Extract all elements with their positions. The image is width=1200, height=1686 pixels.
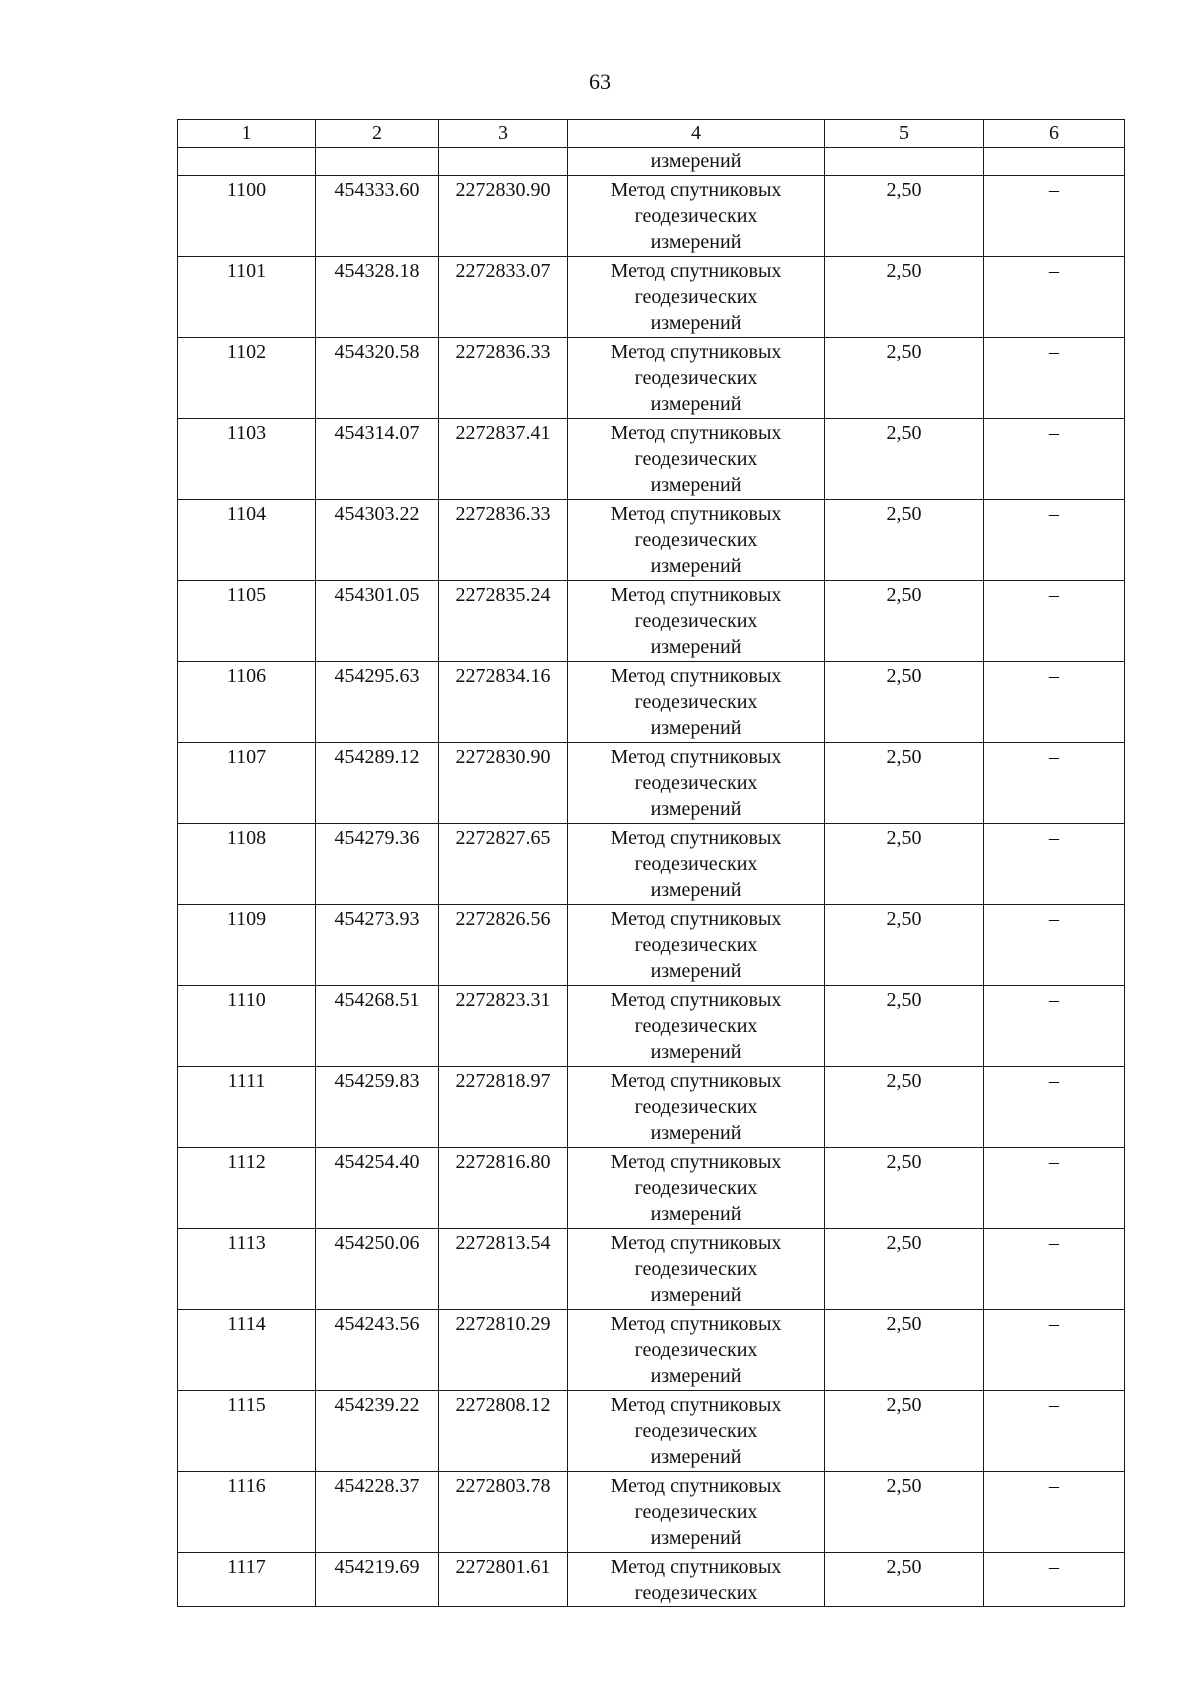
accuracy-cell: 2,50 xyxy=(825,1391,984,1472)
table-body xyxy=(178,120,1125,1607)
continuation-cell xyxy=(316,148,439,176)
point-number-cell: 1115 xyxy=(178,1391,316,1472)
point-number-cell: 1105 xyxy=(178,581,316,662)
method-cell xyxy=(568,500,825,581)
method-cell xyxy=(568,1067,825,1148)
method-line: измерений xyxy=(650,636,742,658)
accuracy-cell: 2,50 xyxy=(825,1067,984,1148)
x-coordinate-cell: 454243.56 xyxy=(316,1310,439,1391)
accuracy-cell: 2,50 xyxy=(825,1472,984,1553)
note-cell: – xyxy=(984,986,1125,1067)
y-coordinate-cell: 2272834.16 xyxy=(439,662,568,743)
note-cell: – xyxy=(984,824,1125,905)
method-line: геодезических xyxy=(634,934,758,956)
table-row xyxy=(178,581,1125,662)
accuracy-cell: 2,50 xyxy=(825,986,984,1067)
method-line: Метод спутниковых xyxy=(610,584,782,606)
accuracy-cell: 2,50 xyxy=(825,419,984,500)
method-line: измерений xyxy=(650,1527,742,1549)
table-row xyxy=(178,500,1125,581)
table-row xyxy=(178,743,1125,824)
note-cell: – xyxy=(984,662,1125,743)
method-line: измерений xyxy=(650,1446,742,1468)
page-number: 63 xyxy=(589,69,611,94)
method-line: измерений xyxy=(650,555,742,577)
y-coordinate-cell: 2272830.90 xyxy=(439,743,568,824)
accuracy-cell: 2,50 xyxy=(825,1229,984,1310)
method-line: измерений xyxy=(650,1203,742,1225)
x-coordinate-cell: 454259.83 xyxy=(316,1067,439,1148)
method-line: геодезических xyxy=(634,1096,758,1118)
method-line: геодезических xyxy=(634,1582,758,1604)
point-number-cell: 1110 xyxy=(178,986,316,1067)
method-line: геодезических xyxy=(634,286,758,308)
x-coordinate-cell: 454268.51 xyxy=(316,986,439,1067)
method-cell xyxy=(568,1553,825,1607)
x-coordinate-cell: 454333.60 xyxy=(316,176,439,257)
note-cell: – xyxy=(984,176,1125,257)
y-coordinate-cell: 2272810.29 xyxy=(439,1310,568,1391)
accuracy-cell: 2,50 xyxy=(825,176,984,257)
x-coordinate-cell: 454239.22 xyxy=(316,1391,439,1472)
method-line: измерений xyxy=(650,1041,742,1063)
point-number-cell: 1108 xyxy=(178,824,316,905)
method-line: измерений xyxy=(650,960,742,982)
x-coordinate-cell: 454273.93 xyxy=(316,905,439,986)
method-cell xyxy=(568,905,825,986)
accuracy-cell: 2,50 xyxy=(825,824,984,905)
accuracy-cell: 2,50 xyxy=(825,662,984,743)
point-number-cell: 1114 xyxy=(178,1310,316,1391)
method-cell xyxy=(568,986,825,1067)
note-cell: – xyxy=(984,581,1125,662)
continuation-cell xyxy=(825,148,984,176)
point-number-cell: 1100 xyxy=(178,176,316,257)
table-row xyxy=(178,1391,1125,1472)
accuracy-cell: 2,50 xyxy=(825,1148,984,1229)
note-cell: – xyxy=(984,1391,1125,1472)
y-coordinate-cell: 2272801.61 xyxy=(439,1553,568,1607)
point-number-cell: 1117 xyxy=(178,1553,316,1607)
x-coordinate-cell: 454254.40 xyxy=(316,1148,439,1229)
method-line: геодезических xyxy=(634,772,758,794)
accuracy-cell: 2,50 xyxy=(825,905,984,986)
method-line: Метод спутниковых xyxy=(610,746,782,768)
note-cell: – xyxy=(984,1472,1125,1553)
note-cell: – xyxy=(984,500,1125,581)
x-coordinate-cell: 454320.58 xyxy=(316,338,439,419)
method-cell xyxy=(568,1310,825,1391)
method-line: геодезических xyxy=(634,1177,758,1199)
table-row xyxy=(178,1148,1125,1229)
method-cell xyxy=(568,1391,825,1472)
accuracy-cell: 2,50 xyxy=(825,1553,984,1607)
y-coordinate-cell: 2272818.97 xyxy=(439,1067,568,1148)
y-coordinate-cell: 2272833.07 xyxy=(439,257,568,338)
y-coordinate-cell: 2272835.24 xyxy=(439,581,568,662)
method-line: геодезических xyxy=(634,1339,758,1361)
method-line: Метод спутниковых xyxy=(610,341,782,363)
y-coordinate-cell: 2272808.12 xyxy=(439,1391,568,1472)
y-coordinate-cell: 2272803.78 xyxy=(439,1472,568,1553)
point-number-cell: 1113 xyxy=(178,1229,316,1310)
table-row xyxy=(178,986,1125,1067)
header-cell-5: 5 xyxy=(825,120,984,148)
x-coordinate-cell: 454303.22 xyxy=(316,500,439,581)
x-coordinate-cell: 454328.18 xyxy=(316,257,439,338)
accuracy-cell: 2,50 xyxy=(825,338,984,419)
x-coordinate-cell: 454219.69 xyxy=(316,1553,439,1607)
note-cell: – xyxy=(984,419,1125,500)
method-line: Метод спутниковых xyxy=(610,1070,782,1092)
method-line: Метод спутниковых xyxy=(610,989,782,1011)
method-cell xyxy=(568,824,825,905)
point-number-cell: 1101 xyxy=(178,257,316,338)
method-line: Метод спутниковых xyxy=(610,422,782,444)
method-line: геодезических xyxy=(634,691,758,713)
table-row xyxy=(178,257,1125,338)
method-line: Метод спутниковых xyxy=(610,179,782,201)
accuracy-cell: 2,50 xyxy=(825,743,984,824)
x-coordinate-cell: 454289.12 xyxy=(316,743,439,824)
y-coordinate-cell: 2272836.33 xyxy=(439,500,568,581)
method-line: геодезических xyxy=(634,1420,758,1442)
method-line: Метод спутниковых xyxy=(610,1475,782,1497)
table-row xyxy=(178,824,1125,905)
method-cell xyxy=(568,338,825,419)
header-row xyxy=(178,120,1125,148)
continuation-cell xyxy=(178,148,316,176)
y-coordinate-cell: 2272823.31 xyxy=(439,986,568,1067)
method-cell xyxy=(568,257,825,338)
y-coordinate-cell: 2272836.33 xyxy=(439,338,568,419)
continuation-method-cell: измерений xyxy=(568,148,825,176)
method-line: геодезических xyxy=(634,205,758,227)
point-number-cell: 1107 xyxy=(178,743,316,824)
method-line: измерений xyxy=(650,393,742,415)
point-number-cell: 1109 xyxy=(178,905,316,986)
header-cell-1: 1 xyxy=(178,120,316,148)
method-line: измерений xyxy=(650,798,742,820)
method-cell xyxy=(568,176,825,257)
method-line: измерений xyxy=(650,1122,742,1144)
x-coordinate-cell: 454301.05 xyxy=(316,581,439,662)
continuation-row xyxy=(178,148,1125,176)
x-coordinate-cell: 454250.06 xyxy=(316,1229,439,1310)
table-row xyxy=(178,662,1125,743)
point-number-cell: 1111 xyxy=(178,1067,316,1148)
table-row xyxy=(178,419,1125,500)
method-line: Метод спутниковых xyxy=(610,260,782,282)
method-line: геодезических xyxy=(634,1015,758,1037)
table-row xyxy=(178,338,1125,419)
y-coordinate-cell: 2272830.90 xyxy=(439,176,568,257)
y-coordinate-cell: 2272816.80 xyxy=(439,1148,568,1229)
note-cell: – xyxy=(984,743,1125,824)
header-cell-3: 3 xyxy=(439,120,568,148)
accuracy-cell: 2,50 xyxy=(825,257,984,338)
method-cell xyxy=(568,743,825,824)
note-cell: – xyxy=(984,338,1125,419)
y-coordinate-cell: 2272826.56 xyxy=(439,905,568,986)
coordinates-table xyxy=(177,119,1125,1607)
point-number-cell: 1103 xyxy=(178,419,316,500)
method-line: Метод спутниковых xyxy=(610,1556,782,1578)
method-line: геодезических xyxy=(634,448,758,470)
accuracy-cell: 2,50 xyxy=(825,581,984,662)
table-row xyxy=(178,1067,1125,1148)
note-cell: – xyxy=(984,1553,1125,1607)
table-row xyxy=(178,1310,1125,1391)
method-line: измерений xyxy=(650,474,742,496)
method-cell xyxy=(568,1472,825,1553)
point-number-cell: 1104 xyxy=(178,500,316,581)
table-row xyxy=(178,1229,1125,1310)
note-cell: – xyxy=(984,257,1125,338)
method-line: геодезических xyxy=(634,529,758,551)
y-coordinate-cell: 2272813.54 xyxy=(439,1229,568,1310)
method-line: измерений xyxy=(650,879,742,901)
method-line: Метод спутниковых xyxy=(610,1313,782,1335)
note-cell: – xyxy=(984,1148,1125,1229)
continuation-cell xyxy=(439,148,568,176)
method-line: измерений xyxy=(650,717,742,739)
method-line: геодезических xyxy=(634,1258,758,1280)
note-cell: – xyxy=(984,1067,1125,1148)
method-line: измерений xyxy=(650,231,742,253)
method-cell xyxy=(568,662,825,743)
method-cell xyxy=(568,419,825,500)
point-number-cell: 1102 xyxy=(178,338,316,419)
point-number-cell: 1106 xyxy=(178,662,316,743)
table-row xyxy=(178,1553,1125,1607)
point-number-cell: 1112 xyxy=(178,1148,316,1229)
x-coordinate-cell: 454228.37 xyxy=(316,1472,439,1553)
x-coordinate-cell: 454295.63 xyxy=(316,662,439,743)
method-line: Метод спутниковых xyxy=(610,1232,782,1254)
method-cell xyxy=(568,1229,825,1310)
note-cell: – xyxy=(984,905,1125,986)
y-coordinate-cell: 2272827.65 xyxy=(439,824,568,905)
y-coordinate-cell: 2272837.41 xyxy=(439,419,568,500)
method-line: измерений xyxy=(650,312,742,334)
method-line: Метод спутниковых xyxy=(610,908,782,930)
point-number-cell: 1116 xyxy=(178,1472,316,1553)
table-row xyxy=(178,1472,1125,1553)
method-line: Метод спутниковых xyxy=(610,503,782,525)
method-line: Метод спутниковых xyxy=(610,1394,782,1416)
accuracy-cell: 2,50 xyxy=(825,1310,984,1391)
method-line: геодезических xyxy=(634,1501,758,1523)
header-cell-6: 6 xyxy=(984,120,1125,148)
table-row xyxy=(178,176,1125,257)
method-line: Метод спутниковых xyxy=(610,827,782,849)
x-coordinate-cell: 454314.07 xyxy=(316,419,439,500)
method-line: геодезических xyxy=(634,853,758,875)
x-coordinate-cell: 454279.36 xyxy=(316,824,439,905)
method-cell xyxy=(568,1148,825,1229)
continuation-cell xyxy=(984,148,1125,176)
method-line: геодезических xyxy=(634,610,758,632)
method-line: геодезических xyxy=(634,367,758,389)
method-line: измерений xyxy=(650,1284,742,1306)
table-row xyxy=(178,905,1125,986)
method-line: измерений xyxy=(650,1365,742,1387)
method-line: Метод спутниковых xyxy=(610,665,782,687)
note-cell: – xyxy=(984,1310,1125,1391)
header-cell-4: 4 xyxy=(568,120,825,148)
note-cell: – xyxy=(984,1229,1125,1310)
accuracy-cell: 2,50 xyxy=(825,500,984,581)
method-cell xyxy=(568,581,825,662)
method-line: Метод спутниковых xyxy=(610,1151,782,1173)
header-cell-2: 2 xyxy=(316,120,439,148)
